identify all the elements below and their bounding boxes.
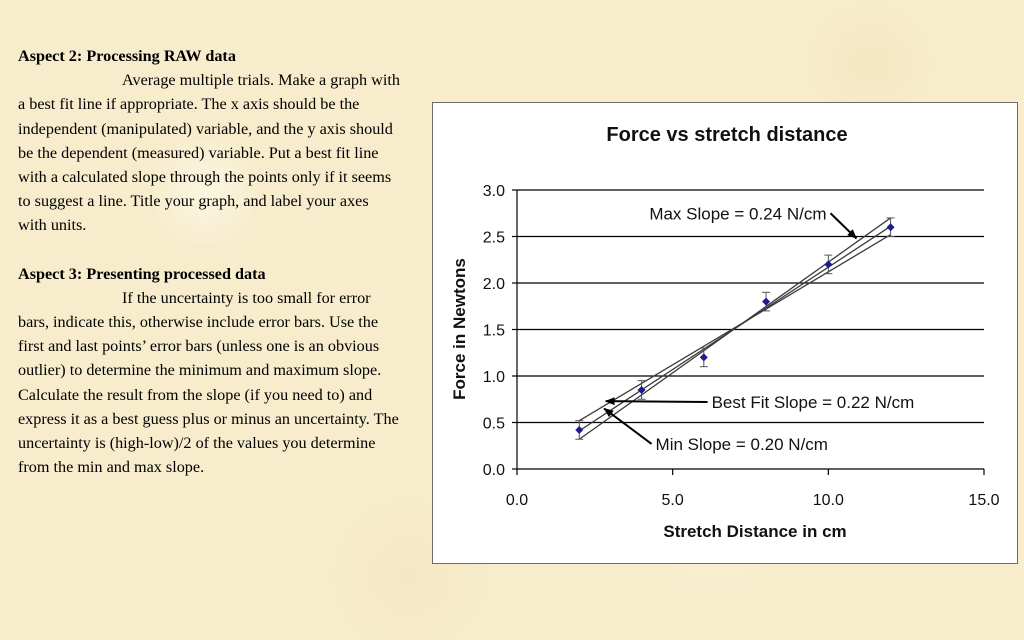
section-gap (18, 238, 400, 262)
y-tick-label: 0.0 (482, 462, 505, 479)
aspect3-body: If the uncertainty is too small for error bars, indicate this, otherwise include error bars. Use the first and last points’ error bars (unless one is an obvious outlier) to determine the minimum and maximum slope. Calculate the result from the slope (if you need to) and express it as a best guess plus or minus an uncertainty. The uncertainty is (high-low)/2 of the values you determine from the min and max slope. (18, 288, 399, 477)
annotation-label: Best Fit Slope = 0.22 N/cm (711, 393, 915, 413)
y-tick-label: 2.5 (482, 229, 505, 247)
annotation-arrow (604, 409, 651, 444)
data-point (700, 353, 708, 361)
instructions-text (18, 44, 400, 479)
data-point (887, 223, 895, 231)
y-tick-label: 1.5 (482, 322, 505, 340)
grid-layer (517, 190, 984, 469)
x-tick-label: 15.0 (968, 492, 1000, 509)
aspect2-body: Average multiple trials. Make a graph with a best fit line if appropriate. The x axis should be the independent (manipulated) variable, and the y axis should be the dependent (measured) variable. Put a best fit line with a calculated slope through the points only if it seems to suggest a line. Title your graph, and label your axes with units. (18, 71, 400, 235)
x-axis-label: Stretch Distance in cm (663, 522, 847, 541)
axis-layer (483, 183, 1000, 509)
x-tick-label: 5.0 (661, 492, 684, 509)
chart-title: Force vs stretch distance (606, 124, 848, 146)
aspect2-heading: Aspect 2: Processing RAW data (18, 47, 236, 65)
annotation-label: Min Slope = 0.20 N/cm (655, 434, 828, 454)
aspect3-heading: Aspect 3: Presenting processed data (18, 264, 266, 283)
x-tick-label: 0.0 (505, 492, 529, 509)
y-tick-label: 3.0 (482, 183, 505, 200)
annotation-arrow (830, 213, 856, 238)
data-point (824, 260, 832, 268)
y-tick-label: 0.5 (482, 415, 505, 433)
data-point (575, 426, 583, 434)
y-axis-label: Force in Newtons (450, 258, 469, 400)
y-tick-label: 2.0 (482, 276, 505, 293)
annotation-arrow (606, 401, 708, 402)
chart-svg (433, 103, 1017, 563)
x-tick-label: 10.0 (812, 492, 844, 509)
y-tick-label: 1.0 (482, 369, 505, 386)
force-stretch-chart (432, 102, 1018, 564)
annotation-label: Max Slope = 0.24 N/cm (649, 204, 827, 224)
